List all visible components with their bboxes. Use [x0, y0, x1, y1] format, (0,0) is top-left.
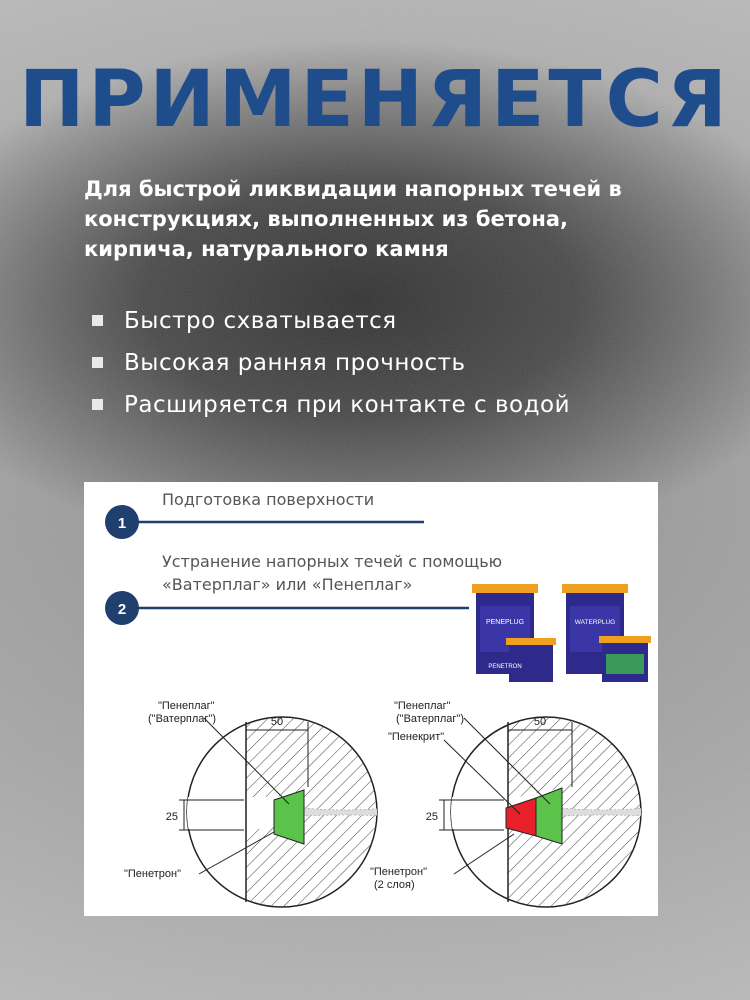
product-bucket-waterplug — [562, 584, 651, 682]
step-1-line: Подготовка поверхности — [162, 490, 375, 509]
dim-height-left: 25 — [165, 811, 178, 823]
square-bullet-icon — [92, 399, 103, 410]
step-2-line: «Ватерплаг» или «Пенеплаг» — [162, 575, 413, 594]
dim-height-right: 25 — [425, 811, 438, 823]
page-title: ПРИМЕНЯЕТСЯ — [19, 55, 731, 145]
label-penetron-left: "Пенетрон" — [124, 868, 182, 880]
diagram-left — [124, 700, 386, 912]
intro-text — [84, 174, 684, 264]
square-bullet-icon — [92, 357, 103, 368]
product-label-waterplug: WATERPLUG — [574, 619, 616, 626]
label-layers-right: (2 слоя) — [374, 879, 415, 891]
step-2-line: Устранение напорных течей с помощью — [162, 552, 503, 571]
intro-line: конструкциях, выполненных из бетона, — [84, 207, 568, 231]
step-2-text — [162, 550, 502, 596]
intro-line: Для быстрой ликвидации напорных течей в — [84, 177, 622, 201]
label-plug-alt-right: ("Ватерплаг") — [396, 713, 465, 725]
dim-width-right: 50 — [533, 716, 547, 728]
instruction-panel — [84, 482, 658, 916]
feature-label: Быстро схватывается — [124, 308, 397, 334]
label-plug-alt-left: ("Ватерплаг") — [148, 713, 217, 725]
instruction-graphic — [84, 482, 658, 916]
intro-line: кирпича, натурального камня — [84, 237, 449, 261]
label-plug-right: "Пенеплаг" — [394, 700, 451, 712]
feature-label: Высокая ранняя прочность — [124, 350, 466, 376]
feature-item — [92, 344, 570, 386]
step-2-number: 2 — [117, 601, 127, 618]
square-bullet-icon — [92, 315, 103, 326]
label-plug-left: "Пенеплаг" — [158, 700, 215, 712]
label-penecrit-right: "Пенекрит" — [388, 731, 445, 743]
label-penetron-right: "Пенетрон" — [370, 866, 428, 878]
diagram-right — [370, 700, 648, 912]
feature-list — [92, 302, 570, 428]
plug-green-left — [274, 790, 304, 844]
step-1-text — [162, 488, 374, 511]
product-label-peneplug: PENEPLUG — [485, 619, 525, 626]
product-maker: PENETRON — [488, 664, 522, 670]
step-1-number: 1 — [117, 515, 127, 532]
feature-label: Расширяется при контакте с водой — [124, 392, 571, 418]
dim-width-left: 50 — [270, 716, 284, 728]
plug-green-right — [536, 788, 562, 844]
feature-item — [92, 386, 570, 428]
feature-item — [92, 302, 570, 344]
